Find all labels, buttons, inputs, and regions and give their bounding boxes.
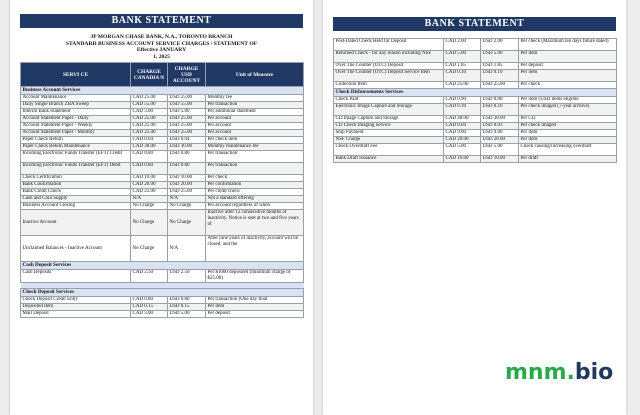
cad-charge-cell: CAD 25.00 xyxy=(131,95,168,102)
unit-cell: Per transaction xyxy=(206,163,304,175)
unit-cell: Per additional statement xyxy=(206,109,304,116)
table-row xyxy=(21,137,304,144)
usd-charge-cell: USD 25.00 xyxy=(168,116,206,123)
page-1-heading xyxy=(30,34,293,60)
service-cell: Cash Deposits xyxy=(21,270,131,283)
service-cell: Check Deposit Credit Entry xyxy=(21,297,131,304)
service-cell: Unclaimed Balances - Inactive Account xyxy=(21,236,131,262)
usd-charge-cell: No Charge xyxy=(168,210,206,236)
usd-charge-cell: USD 9.00 xyxy=(481,130,519,137)
service-cell: Paper Check Return Maintenance xyxy=(21,144,131,151)
table-row xyxy=(334,70,617,82)
table-row xyxy=(21,123,304,130)
service-cell: Account Statement Paper - Daily xyxy=(21,116,131,123)
usd-charge-cell: USD 25.00 xyxy=(168,95,206,102)
table-row xyxy=(334,137,617,144)
table-row xyxy=(21,151,304,163)
usd-charge-cell: N/A xyxy=(168,196,206,203)
service-cell: Check Paid xyxy=(334,97,444,104)
heading-line: JP MORGAN CHASE BANK, N.A., TORONTO BRANCH xyxy=(90,34,233,40)
cad-charge-cell: CAD 1.85 xyxy=(444,63,481,70)
usd-charge-cell: USD 0.90 xyxy=(481,97,519,104)
usd-charge-cell: USD 2.50 xyxy=(168,270,206,283)
unit-cell: Per check xyxy=(206,175,304,182)
cad-charge-cell: CAD 5.00 xyxy=(131,109,168,116)
table-row xyxy=(21,189,304,196)
usd-charge-cell: USD 55.00 xyxy=(168,102,206,109)
service-cell: Incoming Electronic Funds Transfer (EFT) Debit xyxy=(21,163,131,175)
usd-charge-cell: USD 25.00 xyxy=(168,123,206,130)
service-cell: Over The Counter (OTC) Deposit xyxy=(334,63,444,70)
section-title: Cash Deposit Services xyxy=(21,262,304,270)
watermark-part-1: mnm. xyxy=(505,360,575,385)
unit-cell: Per draft xyxy=(519,156,617,163)
cad-charge-cell: CAD 5.00 xyxy=(444,144,481,156)
usd-charge-cell: USD 0.80 xyxy=(168,297,206,304)
service-cell: Account Statement Paper - Weekly xyxy=(21,123,131,130)
table-body-2 xyxy=(334,39,617,163)
table-row xyxy=(334,39,617,51)
unit-cell: Check causing/increasing overdraft xyxy=(519,144,617,156)
unit-cell: Per check xyxy=(519,82,617,89)
cad-charge-cell: CAD 25.00 xyxy=(131,116,168,123)
usd-charge-cell: USD 0.80 xyxy=(168,163,206,175)
usd-charge-cell: USD 30.00 xyxy=(168,144,206,151)
service-cell: Daily Single Branch ZBA Sweep xyxy=(21,102,131,109)
usd-charge-cell: USD 30.00 xyxy=(481,116,519,123)
usd-charge-cell: USD 5.00 xyxy=(168,311,206,318)
unit-cell: Per deposit xyxy=(519,63,617,70)
unit-cell: Per credit check xyxy=(206,189,304,196)
table-row xyxy=(334,116,617,123)
table-row xyxy=(21,270,304,283)
cad-charge-cell: CAD 10.00 xyxy=(131,175,168,182)
unit-cell: Per confirmation xyxy=(206,182,304,189)
col-header-service: SERVI CE xyxy=(21,63,131,87)
unit-cell: Per account xyxy=(206,123,304,130)
usd-charge-cell: USD 0.15 xyxy=(168,304,206,311)
heading-line: 1, 2025 xyxy=(153,53,170,60)
service-cell: Bank Draft Issuance xyxy=(334,156,444,163)
unit-cell: Per item xyxy=(519,51,617,63)
table-row xyxy=(334,156,617,163)
cad-charge-cell: No Charge xyxy=(131,236,168,262)
table-row xyxy=(334,63,617,70)
table-row xyxy=(21,210,304,236)
col-header-cad: CHARGE CANADIA N xyxy=(131,63,168,87)
heading-line: Effective JANUARY xyxy=(136,47,187,54)
cad-charge-cell: No Charge xyxy=(131,210,168,236)
cad-charge-cell: CAD 0.90 xyxy=(444,97,481,104)
section-header-row xyxy=(21,87,304,95)
page-2 xyxy=(323,0,626,415)
unit-cell: Per check imaged xyxy=(519,123,617,130)
usd-charge-cell: USD 10.00 xyxy=(168,175,206,182)
service-cell: Stop Payment xyxy=(334,130,444,137)
usd-charge-cell: USD 10.00 xyxy=(481,156,519,163)
table-row xyxy=(334,123,617,130)
service-cell: Electronic Image Capture and Storage xyxy=(334,104,444,116)
usd-charge-cell: USD 20.00 xyxy=(168,182,206,189)
section-title: Check Disbursements Services xyxy=(334,89,617,97)
service-cell: Bank Credit Check xyxy=(21,189,131,196)
unit-cell: Monthly fee xyxy=(206,95,304,102)
service-cell: Cash and Coin Supply xyxy=(21,196,131,203)
table-row xyxy=(21,203,304,210)
unit-cell: Per deposit xyxy=(206,311,304,318)
service-cell: Business Account Closing xyxy=(21,203,131,210)
cad-charge-cell: CAD 5.00 xyxy=(444,51,481,63)
service-cell: CD Check Imaging Service xyxy=(334,123,444,130)
unit-cell: Per check (Maximum ten days future dated) xyxy=(519,39,617,51)
service-cell: Over The Counter (OTC) Deposit Service Item xyxy=(334,70,444,82)
watermark-logo xyxy=(505,360,613,385)
unit-cell: Per item xyxy=(519,137,617,144)
heading-line: STANDARD BUSINESS ACCOUNT SERVICE CHARGES / STATEMENT OF xyxy=(65,40,258,47)
table-row xyxy=(21,109,304,116)
service-cell: Collection Item xyxy=(334,82,444,89)
service-cell: Post-Dated Check Held for Deposit xyxy=(334,39,444,51)
table-row xyxy=(21,311,304,318)
unit-cell: Inactive after 12 consecutive months of inactivity. Notice is sent at two and five years of xyxy=(206,210,304,236)
usd-charge-cell: USD 20.00 xyxy=(481,137,519,144)
cad-charge-cell: CAD 0.80 xyxy=(131,297,168,304)
usd-charge-cell: USD 5.00 xyxy=(481,51,519,63)
unit-cell: Per transaction xyxy=(206,151,304,163)
usd-charge-cell: USD 25.00 xyxy=(481,82,519,89)
usd-charge-cell: USD 5.00 xyxy=(168,109,206,116)
usd-charge-cell: USD 0.10 xyxy=(481,70,519,82)
usd-charge-cell: USD 0.80 xyxy=(168,151,206,163)
cad-charge-cell: CAD 25.00 xyxy=(131,189,168,196)
charges-table-2 xyxy=(333,38,617,163)
unit-cell: Per check imaged (7-year archive) xyxy=(519,104,617,116)
cad-charge-cell: N/A xyxy=(131,196,168,203)
cad-charge-cell: No Charge xyxy=(131,203,168,210)
table-row xyxy=(334,130,617,137)
usd-charge-cell: N/A xyxy=(168,236,206,262)
charges-table-1 xyxy=(20,62,304,318)
cad-charge-cell: CAD 25.00 xyxy=(444,82,481,89)
unit-cell: Per transaction xyxy=(206,102,304,109)
table-row xyxy=(21,297,304,304)
section-header-row xyxy=(21,262,304,270)
cad-charge-cell: CAD 25.00 xyxy=(131,130,168,137)
usd-charge-cell: USD 2.00 xyxy=(481,39,519,51)
cad-charge-cell: CAD 0.10 xyxy=(444,104,481,116)
service-cell: Check Certification xyxy=(21,175,131,182)
section-title: Business Account Services xyxy=(21,87,304,95)
unit-cell: Per item (USD items eligible xyxy=(519,97,617,104)
table-row xyxy=(334,97,617,104)
cad-charge-cell: CAD 0.10 xyxy=(444,70,481,82)
table-row xyxy=(21,116,304,123)
cad-charge-cell: CAD 2.50 xyxy=(131,270,168,283)
unit-cell: Per account xyxy=(206,130,304,137)
table-row xyxy=(21,236,304,262)
usd-charge-cell: USD 1.85 xyxy=(481,63,519,70)
unit-cell: Per item xyxy=(206,304,304,311)
cad-charge-cell: CAD 20.00 xyxy=(131,182,168,189)
usd-charge-cell: USD 0.10 xyxy=(481,104,519,116)
cad-charge-cell: CAD 0.04 xyxy=(444,123,481,130)
cad-charge-cell: CAD 40.00 xyxy=(444,116,481,123)
table-row xyxy=(21,175,304,182)
cad-charge-cell: CAD 0.15 xyxy=(131,304,168,311)
cad-charge-cell: CAD 0.04 xyxy=(131,137,168,144)
cad-charge-cell: CAD 0.80 xyxy=(131,151,168,163)
unit-cell: Per item xyxy=(519,70,617,82)
col-header-unit: Unit of Measure xyxy=(206,63,304,87)
table-row xyxy=(334,51,617,63)
cad-charge-cell: CAD 10.00 xyxy=(444,156,481,163)
unit-cell: Per account regardless of when xyxy=(206,203,304,210)
service-cell: Account Statement Paper - Monthly xyxy=(21,130,131,137)
unit-cell: Monthly maintenance fee xyxy=(206,144,304,151)
cad-charge-cell: CAD 0.80 xyxy=(131,163,168,175)
service-cell: Interim Bank Statement xyxy=(21,109,131,116)
unit-cell: Per transaction (One day float xyxy=(206,297,304,304)
cad-charge-cell: CAD 20.00 xyxy=(444,137,481,144)
watermark-part-2: bio xyxy=(574,360,614,385)
table-body-1 xyxy=(21,87,304,318)
table-row xyxy=(21,144,304,151)
service-cell: Account Maintenance xyxy=(21,95,131,102)
service-cell: NSF Charge xyxy=(334,137,444,144)
unit-cell: Per check item xyxy=(206,137,304,144)
col-header-usd: CHARGE USD ACCOUNT xyxy=(168,63,206,87)
service-cell: Incoming Electronic Funds Transfer (EFT) Credit xyxy=(21,151,131,163)
section-title: Check Deposit Services xyxy=(21,289,304,297)
service-cell: Paper Check Return xyxy=(21,137,131,144)
cad-charge-cell: CAD 30.00 xyxy=(131,144,168,151)
unit-cell: After nine years of inactivity, account will be closed, and the xyxy=(206,236,304,262)
cad-charge-cell: CAD 5.00 xyxy=(131,311,168,318)
table-row xyxy=(21,95,304,102)
unit-cell: Not a standard offering xyxy=(206,196,304,203)
usd-charge-cell: USD 25.00 xyxy=(168,189,206,196)
table-row xyxy=(21,163,304,175)
table-row xyxy=(334,144,617,156)
section-header-row xyxy=(334,89,617,97)
cad-charge-cell: CAD 9.00 xyxy=(444,130,481,137)
service-cell: Deposited Item xyxy=(21,304,131,311)
page-2-banner: BANK STATEMENT xyxy=(333,17,616,31)
unit-cell: Per item xyxy=(519,130,617,137)
page-1-banner: BANK STATEMENT xyxy=(20,14,303,28)
service-cell: Check Overdraft Fee xyxy=(334,144,444,156)
usd-charge-cell: USD 0.03 xyxy=(481,123,519,130)
page-1 xyxy=(10,0,313,415)
cad-charge-cell: CAD 25.00 xyxy=(131,123,168,130)
service-cell: CD Image Capture and Storage xyxy=(334,116,444,123)
section-header-row xyxy=(21,289,304,297)
table-row xyxy=(21,304,304,311)
table-row xyxy=(334,104,617,116)
usd-charge-cell: USD 25.00 xyxy=(168,130,206,137)
table-row xyxy=(21,102,304,109)
usd-charge-cell: USD 5.00 xyxy=(481,144,519,156)
unit-cell: Per CD xyxy=(519,116,617,123)
usd-charge-cell: USD 0.04 xyxy=(168,137,206,144)
service-cell: Inactive Account xyxy=(21,210,131,236)
table-row xyxy=(21,182,304,189)
unit-cell: Per account xyxy=(206,116,304,123)
service-cell: Bank Confirmation xyxy=(21,182,131,189)
service-cell: Returned Check - for any reason including NSF xyxy=(334,51,444,63)
service-cell: Mail Deposit xyxy=(21,311,131,318)
cad-charge-cell: CAD 2.00 xyxy=(444,39,481,51)
cad-charge-cell: CAD 55.00 xyxy=(131,102,168,109)
table-row xyxy=(21,130,304,137)
table-row xyxy=(21,196,304,203)
table-row xyxy=(334,82,617,89)
unit-cell: Per $1000 deposited (minimum charge of $25.00) xyxy=(206,270,304,283)
usd-charge-cell: No Charge xyxy=(168,203,206,210)
